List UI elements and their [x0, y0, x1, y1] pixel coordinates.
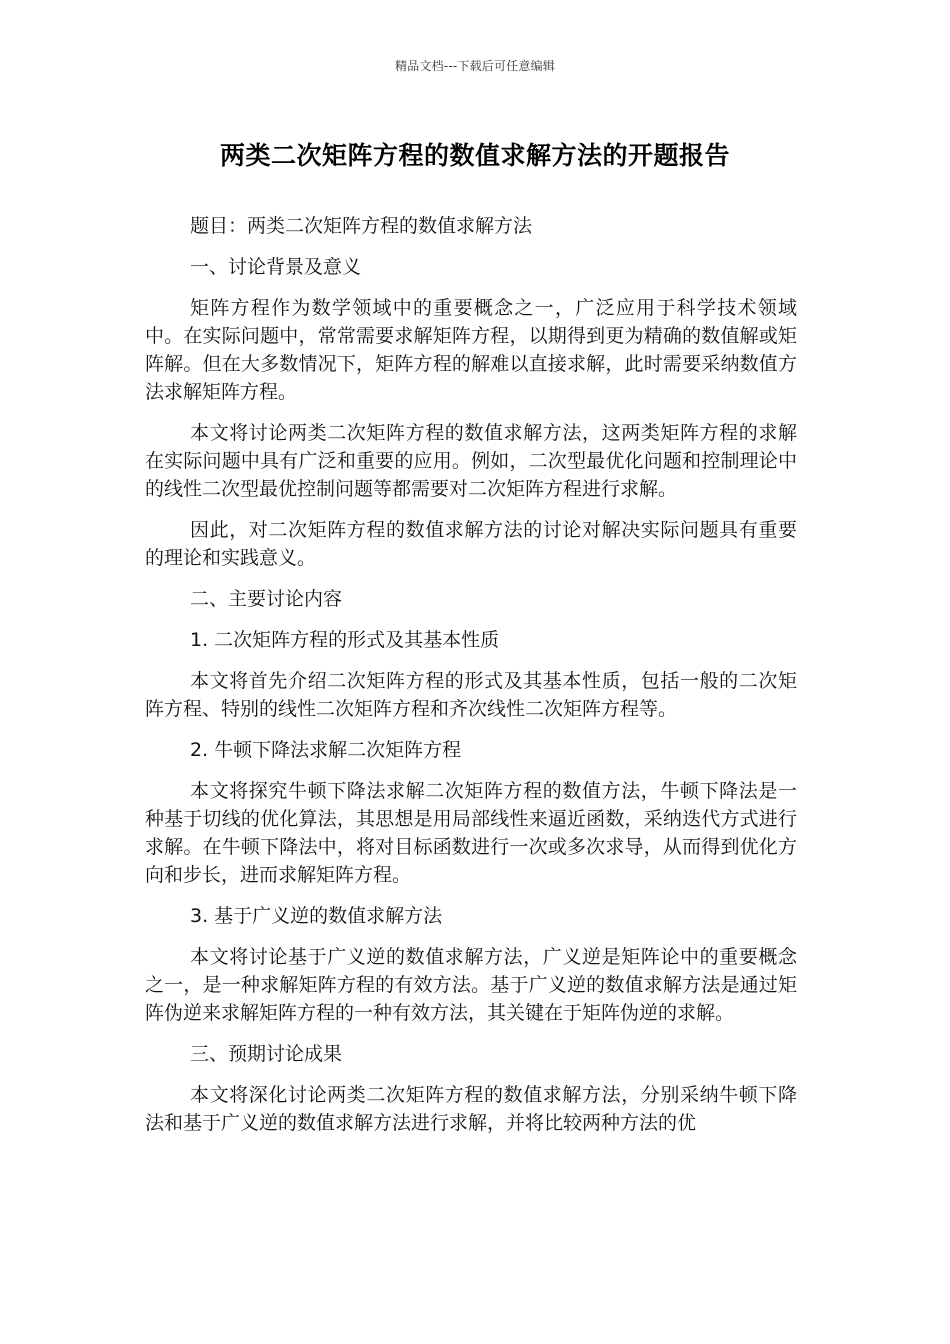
section-heading-content: 二、主要讨论内容 — [190, 588, 343, 610]
section-heading-background: 一、讨论背景及意义 — [190, 256, 362, 278]
section-heading-results: 三、预期讨论成果 — [190, 1043, 343, 1065]
document-body — [145, 212, 797, 1150]
document-title: 两类二次矩阵方程的数值求解方法的开题报告 — [219, 141, 730, 170]
subsection-heading-1: 1. 二次矩阵方程的形式及其基本性质 — [190, 629, 500, 651]
paragraph-subsection-1: 本文将首先介绍二次矩阵方程的形式及其基本性质，包括一般的二次矩阵方程、特别的线性二次矩阵方程和齐次线性二次矩阵方程等。 — [145, 670, 797, 720]
paragraph-subsection-3: 本文将讨论基于广义逆的数值求解方法，广义逆是矩阵论中的重要概念之一，是一种求解矩阵方程的有效方法。基于广义逆的数值求解方法是通过矩阵伪逆来求解矩阵方程的一种有效方法，其关键在于矩阵伪逆的求解。 — [145, 946, 797, 1024]
paragraph-results: 本文将深化讨论两类二次矩阵方程的数值求解方法，分别采纳牛顿下降法和基于广义逆的数值求解方法进行求解，并将比较两种方法的优 — [145, 1084, 797, 1134]
subsection-heading-3: 3. 基于广义逆的数值求解方法 — [190, 905, 443, 927]
paragraph-background-1: 矩阵方程作为数学领域中的重要概念之一，广泛应用于科学技术领域中。在实际问题中，常常需要求解矩阵方程，以期得到更为精确的数值解或矩阵解。但在大多数情况下，矩阵方程的解难以直接求解，此时需要采纳数值方法求解矩阵方程。 — [145, 297, 797, 403]
paragraph-background-3: 因此，对二次矩阵方程的数值求解方法的讨论对解决实际问题具有重要的理论和实践意义。 — [145, 519, 797, 569]
topic-line: 题目：两类二次矩阵方程的数值求解方法 — [190, 215, 533, 237]
header-note: 精品文档---下载后可任意编辑 — [395, 59, 555, 73]
subsection-heading-2: 2. 牛顿下降法求解二次矩阵方程 — [190, 739, 462, 761]
paragraph-subsection-2: 本文将探究牛顿下降法求解二次矩阵方程的数值方法，牛顿下降法是一种基于切线的优化算法，其思想是用局部线性来逼近函数，采纳迭代方式进行求解。在牛顿下降法中，将对目标函数进行一次或多次求导，从而得到优化方向和步长，进而求解矩阵方程。 — [145, 780, 797, 886]
paragraph-background-2: 本文将讨论两类二次矩阵方程的数值求解方法，这两类矩阵方程的求解在实际问题中具有广泛和重要的应用。例如，二次型最优化问题和控制理论中的线性二次型最优控制问题等都需要对二次矩阵方程进行求解。 — [145, 422, 797, 500]
